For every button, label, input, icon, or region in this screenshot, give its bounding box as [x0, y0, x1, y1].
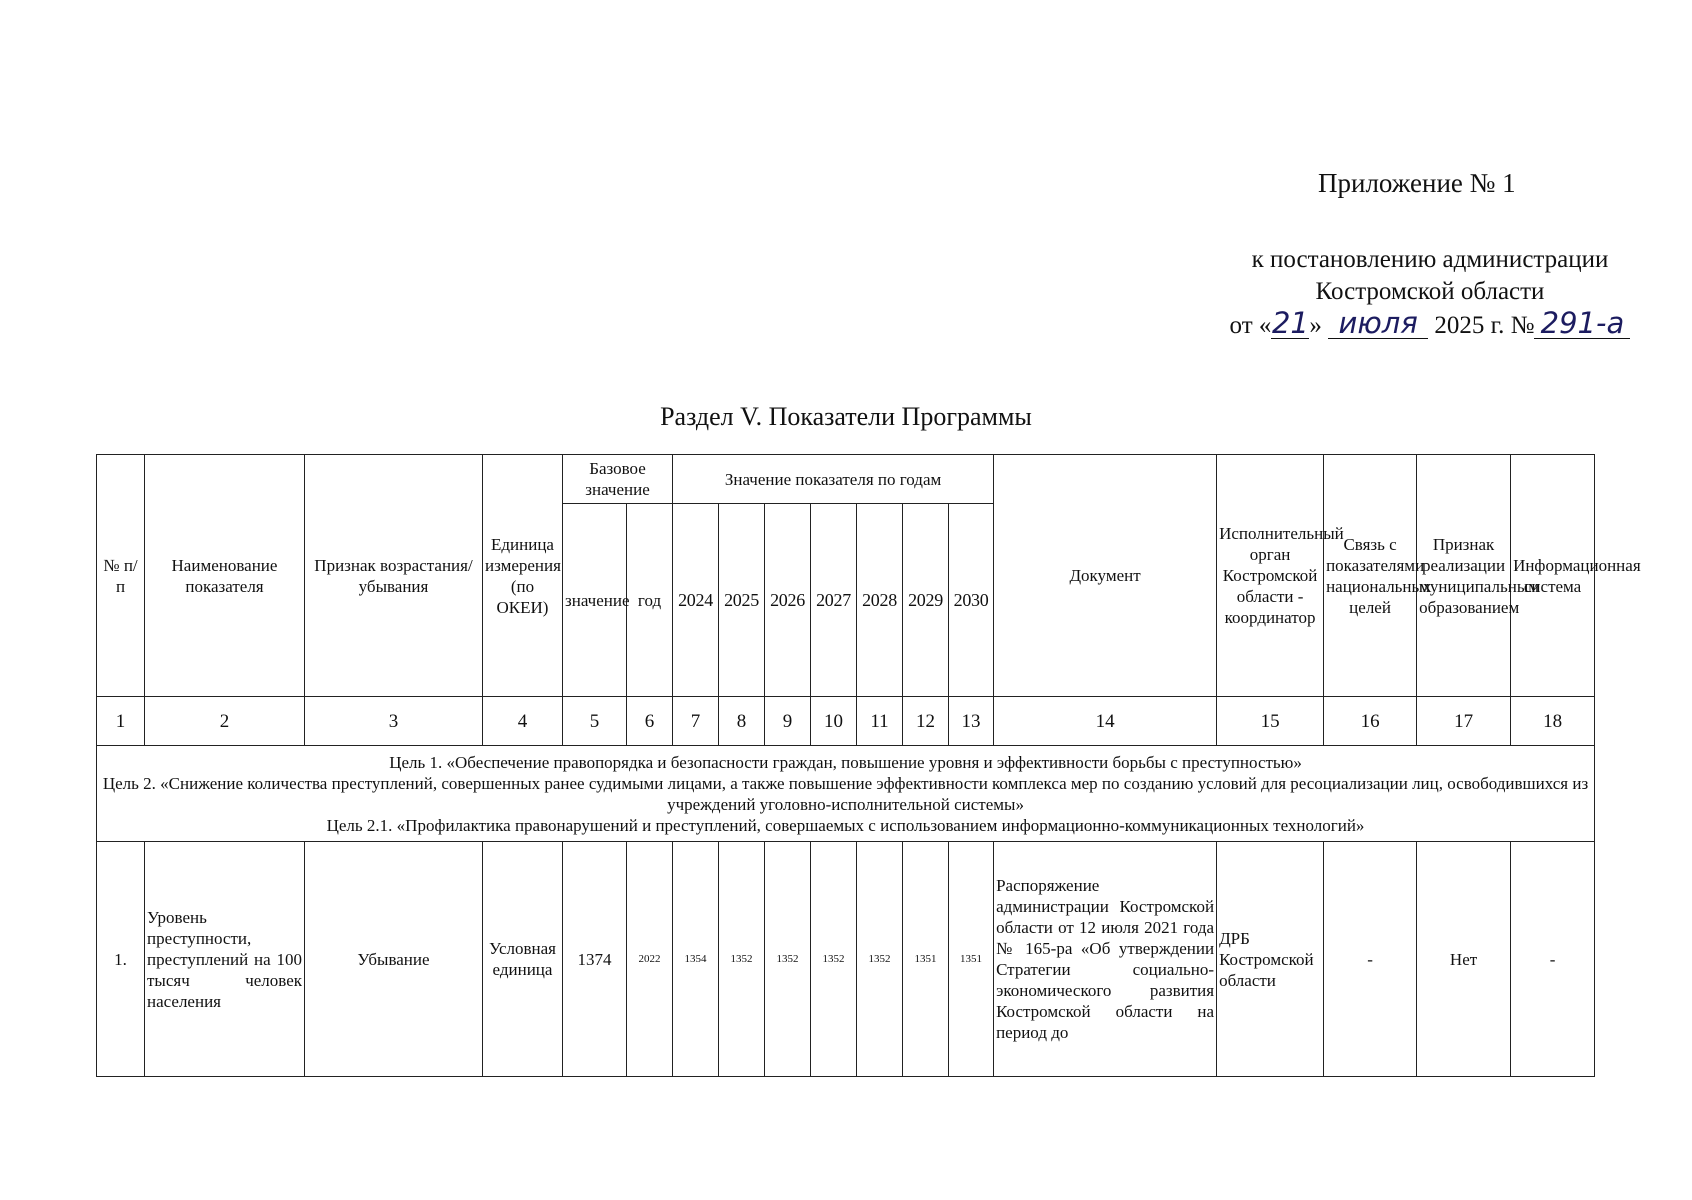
column-number: 18 [1511, 697, 1595, 746]
header-year-2026: 2026 [765, 504, 811, 697]
decree-reference [1210, 244, 1650, 342]
decree-line-1: к постановлению администрации [1251, 246, 1609, 273]
header-base: Базовое значение [563, 455, 673, 504]
goals-row [97, 746, 1595, 842]
decree-line-2: Костромской области [1315, 278, 1545, 305]
header-year-2028: 2028 [857, 504, 903, 697]
column-number: 11 [857, 697, 903, 746]
column-number: 17 [1417, 697, 1511, 746]
header-num: № п/п [97, 455, 145, 697]
row-base-value: 1374 [563, 842, 627, 1077]
decree-date-line [1210, 308, 1650, 342]
header-link: Связь с показателями национальных целей [1324, 455, 1417, 697]
row-value-2026: 1352 [765, 842, 811, 1077]
row-base-year: 2022 [627, 842, 673, 1077]
header-year-2024: 2024 [673, 504, 719, 697]
header-executor: Исполнительный орган Костромской области - координатор [1217, 455, 1324, 697]
column-number: 16 [1324, 697, 1417, 746]
row-document: Распоряжение администрации Костромской области от 12 июля 2021 года № 165-ра «Об утверждении Стратегии социально-экономического развития Костромской области на период до [994, 842, 1217, 1077]
column-number: 6 [627, 697, 673, 746]
column-number: 10 [811, 697, 857, 746]
column-number: 3 [305, 697, 483, 746]
row-value-2024: 1354 [673, 842, 719, 1077]
column-number: 13 [949, 697, 994, 746]
table-row [97, 842, 1595, 1077]
row-value-2028: 1352 [857, 842, 903, 1077]
header-unit: Единица измерения (по ОКЕИ) [483, 455, 563, 697]
column-number: 4 [483, 697, 563, 746]
column-number: 15 [1217, 697, 1324, 746]
row-infosys: - [1511, 842, 1595, 1077]
goal-2-1: Цель 2.1. «Профилактика правонарушений и преступлений, совершаемых с использованием информационно-коммуникационных технологий» [326, 815, 1365, 835]
section-title: Раздел V. Показатели Программы [660, 402, 1032, 431]
indicators-table [96, 454, 1641, 1077]
column-number: 2 [145, 697, 305, 746]
handwritten-day: 21 [1271, 306, 1309, 340]
row-executor: ДРБ Костромской области [1217, 842, 1324, 1077]
row-value-2027: 1352 [811, 842, 857, 1077]
column-number: 8 [719, 697, 765, 746]
row-link: - [1324, 842, 1417, 1077]
header-sign: Признак возрастания/ убывания [305, 455, 483, 697]
row-value-2025: 1352 [719, 842, 765, 1077]
goals-cell [97, 746, 1595, 842]
header-year-2027: 2027 [811, 504, 857, 697]
row-unit: Условная единица [483, 842, 563, 1077]
column-number: 7 [673, 697, 719, 746]
column-number-row [97, 697, 1595, 746]
header-document: Документ [994, 455, 1217, 697]
decree-date-prefix: от « [1229, 312, 1272, 339]
header-years-group: Значение показателя по годам [673, 455, 994, 504]
row-num: 1. [97, 842, 145, 1077]
column-number: 1 [97, 697, 145, 746]
column-number: 12 [903, 697, 949, 746]
column-number: 5 [563, 697, 627, 746]
column-number: 9 [765, 697, 811, 746]
header-name: Наименование показателя [145, 455, 305, 697]
handwritten-number: 291-а [1534, 308, 1630, 339]
handwritten-month: июля [1328, 308, 1428, 339]
decree-year-text: 2025 г. № [1434, 312, 1535, 339]
header-year-2029: 2029 [903, 504, 949, 697]
decree-date-mid: » [1309, 312, 1322, 339]
header-base-value: значение [563, 504, 627, 697]
header-municipal: Признак реализации муниципальным образованием [1417, 455, 1511, 697]
goal-2: Цель 2. «Снижение количества преступлений, совершенных ранее судимыми лицами, а также повышение эффективности комплекса мер по созданию условий для ресоциализации лиц, освободившихся из учреждений уголовно-исполнительной системы» [102, 773, 1589, 814]
row-sign: Убывание [305, 842, 483, 1077]
header-base-year: год [627, 504, 673, 697]
appendix-label: Приложение № 1 [1318, 168, 1516, 198]
row-value-2030: 1351 [949, 842, 994, 1077]
row-indicator-name: Уровень преступности, преступлений на 100 тысяч человек населения [145, 842, 305, 1077]
row-value-2029: 1351 [903, 842, 949, 1077]
header-infosys: Информационная система [1511, 455, 1595, 697]
header-year-2030: 2030 [949, 504, 994, 697]
goal-1: Цель 1. «Обеспечение правопорядка и безопасности граждан, повышение уровня и эффективности борьбы с преступностью» [389, 752, 1302, 772]
header-year-2025: 2025 [719, 504, 765, 697]
row-municipal: Нет [1417, 842, 1511, 1077]
column-number: 14 [994, 697, 1217, 746]
